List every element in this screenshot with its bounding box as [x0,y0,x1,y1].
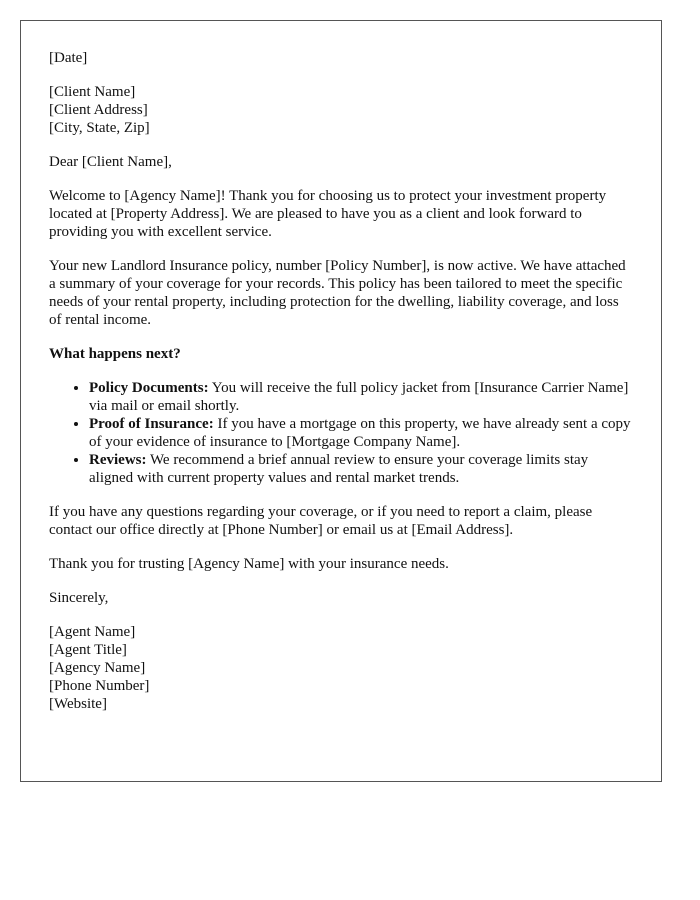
list-item-text: You will receive the full policy jacket from [Insurance Carrier Name] via mail or email shortly. [89,380,629,414]
agent-name: [Agent Name] [49,624,136,640]
list-item-text: We recommend a brief annual review to ensure your coverage limits stay aligned with current property values and rental market trends. [89,452,589,486]
list-item-proof-of-insurance [89,415,633,451]
next-steps-heading: What happens next? [49,346,181,362]
welcome-paragraph: Welcome to [Agency Name]! Thank you for choosing us to protect your investment property located at [Property Address]. We are pleased to have you as a client and look forward to providing you with excellent service. [49,188,607,240]
recipient-city-state-zip: [City, State, Zip] [49,120,150,136]
agency-website: [Website] [49,696,107,712]
recipient-address-block [49,83,633,137]
agency-name: [Agency Name] [49,660,146,676]
closing: Sincerely, [49,590,109,606]
list-item-label: Proof of Insurance: [89,416,214,432]
agent-title: [Agent Title] [49,642,127,658]
letter-page [20,20,662,782]
thanks-paragraph: Thank you for trusting [Agency Name] with your insurance needs. [49,556,449,572]
list-item-policy-documents [89,379,633,415]
letter-date: [Date] [49,50,88,66]
recipient-address: [Client Address] [49,102,148,118]
agency-phone: [Phone Number] [49,678,150,694]
policy-paragraph: Your new Landlord Insurance policy, number [Policy Number], is now active. We have attached a summary of your coverage for your records. This policy has been tailored to meet the specific needs of your rental property, including protection for the dwelling, liability coverage, and loss of rental income. [49,258,626,328]
contact-paragraph: If you have any questions regarding your coverage, or if you need to report a claim, please contact our office directly at [Phone Number] or email us at [Email Address]. [49,504,593,538]
next-steps-list [49,379,633,487]
signature-block [49,623,633,713]
list-item-label: Policy Documents: [89,380,209,396]
list-item-reviews [89,451,633,487]
list-item-label: Reviews: [89,452,147,468]
salutation: Dear [Client Name], [49,154,172,170]
list-item-text: If you have a mortgage on this property, we have already sent a copy of your evidence of insurance to [Mortgage Company Name]. [89,416,631,450]
recipient-name: [Client Name] [49,84,136,100]
